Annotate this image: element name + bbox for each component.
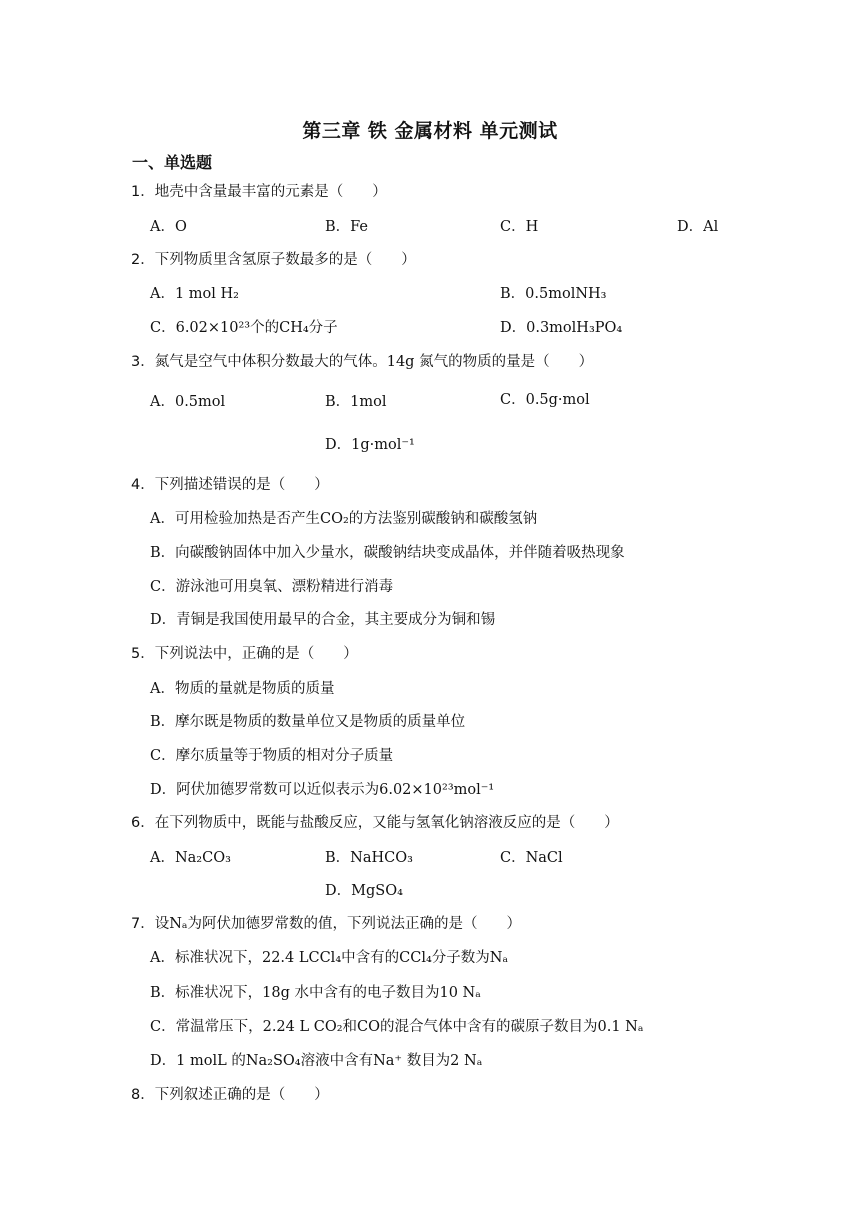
question-stem: 下列叙述正确的是（ ）: [154, 1087, 329, 1103]
option-c: C．H: [500, 219, 539, 235]
question-1: [131, 180, 387, 201]
question-stem: 氮气是空气中体积分数最大的气体。14g 氮气的物质的量是（ ）: [154, 354, 594, 370]
option-c: C．游泳池可用臭氧、漂粉精进行消毒: [150, 579, 394, 595]
option-d: D．青铜是我国使用最早的合金，其主要成分为铜和锡: [150, 612, 496, 628]
question-number: 1．: [131, 184, 155, 200]
question-stem: 地壳中含量最丰富的元素是（ ）: [154, 184, 387, 200]
question-4: [131, 473, 329, 494]
option-b: B．1mol: [325, 394, 387, 410]
question-stem: 下列说法中，正确的是（ ）: [154, 646, 358, 662]
option-a: A．物质的量就是物质的质量: [150, 681, 335, 697]
option-a: A．Na₂CO₃: [150, 850, 231, 866]
option-d: D．1g·mol⁻¹: [325, 437, 415, 453]
option-b: B．NaHCO₃: [325, 850, 413, 866]
option-c: C．0.5g·mol: [500, 392, 590, 408]
question-3: [131, 350, 593, 371]
question-stem: 下列描述错误的是（ ）: [154, 477, 329, 493]
question-6: [131, 811, 619, 832]
option-c: C．6.02×10²³个的CH₄分子: [150, 320, 338, 336]
question-5: [131, 642, 358, 663]
option-c: C．常温常压下，2.24 L CO₂和CO的混合气体中含有的碳原子数目为0.1 Nₐ: [150, 1019, 644, 1035]
question-number: 2．: [131, 252, 155, 268]
question-number: 7．: [131, 916, 155, 932]
question-number: 6．: [131, 815, 155, 831]
question-number: 4．: [131, 477, 155, 493]
option-b: B．标准状况下，18g 水中含有的电子数目为10 Nₐ: [150, 985, 481, 1001]
option-d: D．1 molL 的Na₂SO₄溶液中含有Na⁺ 数目为2 Nₐ: [150, 1053, 483, 1069]
option-b: B．Fe: [325, 219, 369, 235]
option-b: B．摩尔既是物质的数量单位又是物质的质量单位: [150, 714, 466, 730]
question-2: [131, 248, 416, 269]
question-stem: 在下列物质中，既能与盐酸反应，又能与氢氧化钠溶液反应的是（ ）: [154, 815, 619, 831]
question-number: 5．: [131, 646, 155, 662]
option-a: A．0.5mol: [150, 394, 226, 410]
option-a: A．1 mol H₂: [150, 286, 239, 302]
question-number: 8．: [131, 1087, 155, 1103]
option-d: D．阿伏加德罗常数可以近似表示为6.02×10²³mol⁻¹: [150, 782, 495, 798]
option-d: D．0.3molH₃PO₄: [500, 320, 623, 336]
question-stem: 下列物质里含氢原子数最多的是（ ）: [154, 252, 416, 268]
option-c: C．NaCl: [500, 850, 563, 866]
section-heading: 一、单选题: [132, 153, 213, 172]
option-b: B．向碳酸钠固体中加入少量水，碳酸钠结块变成晶体，并伴随着吸热现象: [150, 545, 625, 561]
option-d: D．Al: [677, 219, 719, 235]
document-title: 第三章 铁 金属材料 单元测试: [302, 120, 558, 142]
question-number: 3．: [131, 354, 155, 370]
option-c: C．摩尔质量等于物质的相对分子质量: [150, 748, 394, 764]
question-7: [131, 912, 521, 933]
option-b: B．0.5molNH₃: [500, 286, 607, 302]
question-stem: 设Nₐ为阿伏加德罗常数的值，下列说法正确的是（ ）: [154, 916, 522, 932]
option-a: A．可用检验加热是否产生CO₂的方法鉴别碳酸钠和碳酸氢钠: [150, 511, 538, 527]
option-d: D．MgSO₄: [325, 883, 403, 899]
option-a: A．标准状况下，22.4 LCCl₄中含有的CCl₄分子数为Nₐ: [150, 950, 509, 966]
question-8: [131, 1083, 329, 1104]
option-a: A．O: [150, 219, 187, 235]
